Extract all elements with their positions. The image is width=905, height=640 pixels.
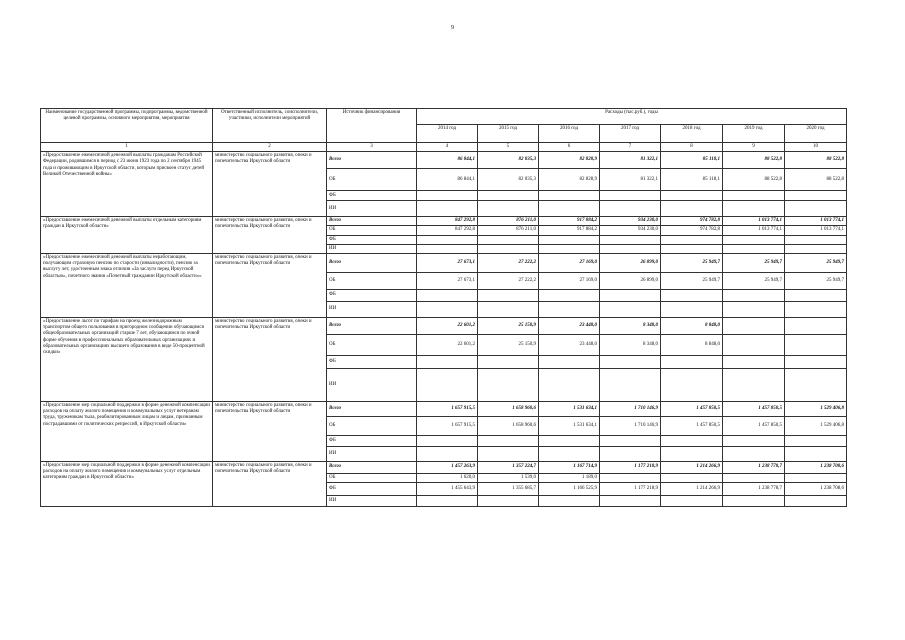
expense-value [539,235,600,244]
expense-value: 1 657 915,5 [417,417,478,436]
expense-value: 1 710 146,9 [600,402,661,417]
expense-value: 22 601,2 [417,318,478,335]
expense-value [661,447,723,462]
funding-source: ФБ [327,356,417,369]
expense-value: 1 189,0 [539,474,600,483]
expense-value: 23 448,0 [539,318,600,335]
expense-value: 88 522,8 [785,169,847,191]
expense-value: 82 828,9 [539,152,600,169]
expense-value [661,302,723,318]
table-row [41,402,847,417]
expense-value: 1 214 266,9 [661,462,723,474]
expense-value: 1 167 714,9 [539,462,600,474]
expense-value [417,191,478,201]
expense-value: 1 238 778,7 [723,483,785,496]
measure-executor: министерство социального развития, опеки и попечительства Иркутской области [213,402,327,462]
funding-source: ИИ [327,496,417,507]
expense-value [539,191,600,201]
expense-value [539,356,600,369]
expense-value: 934 230,0 [600,217,661,226]
expense-value: 1 658 960,6 [478,417,539,436]
measure-name: «Предоставление ежемесячной денежной выплаты отдельным категориям граждан в Иркутской области» [41,217,213,254]
expense-value: 1 457 850,5 [661,402,723,417]
expense-value [417,235,478,244]
table-row [41,462,847,474]
budget-table [40,108,847,507]
expense-value [417,369,478,402]
expense-value [723,290,785,302]
expense-value [661,369,723,402]
expense-value: 1 531 634,1 [539,402,600,417]
expense-value [785,447,847,462]
expense-value: 88 522,8 [723,152,785,169]
expense-value: 917 884,2 [539,217,600,226]
expense-value [600,235,661,244]
expense-value: 1 177 218,9 [600,462,661,474]
expense-value [661,201,723,217]
expense-value: 1 166 525,9 [539,483,600,496]
funding-source: Всего [327,217,417,226]
expense-value: 1 457 850,5 [661,417,723,436]
expense-value: 88 522,8 [723,169,785,191]
expense-value: 917 884,2 [539,226,600,235]
expense-value [661,244,723,253]
expense-value: 25 949,7 [661,254,723,273]
expense-value: 82 828,9 [539,169,600,191]
expense-value [539,302,600,318]
expense-value [723,235,785,244]
expense-value [478,436,539,447]
col-number: 10 [785,143,847,152]
funding-source: ИИ [327,244,417,253]
expense-value: 1 620,0 [417,474,478,483]
col-number: 1 [41,143,213,152]
expense-value: 85 118,1 [661,152,723,169]
expense-value: 1 455 643,9 [417,483,478,496]
expense-value: 1 214 266,9 [661,483,723,496]
expense-value [723,201,785,217]
expense-value: 25 150,9 [478,318,539,335]
expense-value [785,474,847,483]
expense-value [785,191,847,201]
expense-value [478,369,539,402]
measure-name: «Предоставление мер социальной поддержки в форме денежной компенсации расходов на оплату жилого помещения и коммунальных услуг ветеранам труда, труженикам тыла, реабилитированным лицам и лицам, признанным пострадавшими от политических репрессий, в Иркутской области» [41,402,213,462]
expense-value [723,244,785,253]
funding-source: ФБ [327,235,417,244]
expense-value [785,335,847,356]
expense-value [478,302,539,318]
expense-value: 1 238 708,6 [785,462,847,474]
expense-value: 1 529 406,8 [785,402,847,417]
expense-value [785,290,847,302]
expense-value: 1 238 778,7 [723,462,785,474]
funding-source: ИИ [327,302,417,318]
expense-value [600,447,661,462]
expense-value [539,290,600,302]
col-number: 4 [417,143,478,152]
expense-value: 27 169,0 [539,254,600,273]
expense-value [723,356,785,369]
expense-value: 8 848,0 [661,318,723,335]
expense-value [417,436,478,447]
expense-value: 974 782,8 [661,226,723,235]
expense-value: 27 673,1 [417,254,478,273]
expense-value [785,369,847,402]
funding-source: Всего [327,152,417,169]
funding-source: ИИ [327,201,417,217]
expense-value: 27 169,0 [539,273,600,290]
expense-value: 1 657 915,5 [417,402,478,417]
funding-source: Всего [327,462,417,474]
expense-value [785,302,847,318]
expense-value [600,191,661,201]
expense-value [539,201,600,217]
expense-value: 25 150,9 [478,335,539,356]
expense-value: 1 710 146,9 [600,417,661,436]
header-year: 2017 год [600,125,661,143]
expense-value [785,244,847,253]
table-row [41,152,847,169]
expense-value [417,201,478,217]
expense-value [661,474,723,483]
expense-value [539,244,600,253]
expense-value [600,201,661,217]
expense-value [417,496,478,507]
expense-value [723,318,785,335]
funding-source: ИИ [327,369,417,402]
header-col-executor: Ответственный исполнитель, соисполнители, участники, исполнители мероприятий [213,109,327,143]
expense-value: 847 292,8 [417,226,478,235]
funding-source: ОБ [327,226,417,235]
expense-value [600,369,661,402]
expense-value [785,436,847,447]
funding-source: ОБ [327,169,417,191]
expense-value: 86 844,1 [417,152,478,169]
header-year: 2018 год [661,125,723,143]
expense-value: 26 899,0 [600,254,661,273]
col-number: 3 [327,143,417,152]
funding-source: Всего [327,318,417,335]
expense-value: 25 949,7 [785,273,847,290]
expense-value [785,356,847,369]
funding-source: Всего [327,402,417,417]
expense-value [600,496,661,507]
expense-value [661,436,723,447]
table-row [41,318,847,335]
table-row [41,254,847,273]
expense-value [478,191,539,201]
measure-executor: министерство социального развития, опеки и попечительства Иркутской области [213,254,327,318]
funding-source: ОБ [327,335,417,356]
measure-name: «Предоставление мер социальной поддержки в форме денежной компенсации расходов на оплату жилого помещения и коммунальных услуг отдельным категориям граждан в Иркутской области» [41,462,213,507]
expense-value: 1 238 708,6 [785,483,847,496]
page-number: 9 [451,25,454,31]
expense-value: 1 177 218,9 [600,483,661,496]
expense-value [600,302,661,318]
expense-value: 8 848,0 [661,335,723,356]
expense-value [478,244,539,253]
expense-value [539,447,600,462]
funding-source: ИИ [327,447,417,462]
col-number: 7 [600,143,661,152]
measure-name: «Предоставление льгот по тарифам на проезд железнодорожным транспортом общего пользования в пригородном сообщении обучающимся общеобразовательных организаций старше 7 лет, обучающимся по очной форме обучения в профессиональных образовательных организациях и образовательных организациях высшего образования в виде 50-процентной скидки» [41,318,213,402]
measure-executor: министерство социального развития, опеки и попечительства Иркутской области [213,217,327,254]
funding-source: ОБ [327,417,417,436]
measure-name: «Предоставление ежемесячной денежной выплаты гражданам Российской Федерации, родившимся в период с 23 июня 1923 года по 2 сентября 1945 года и проживающим в Иркутской области, которым присвоен статус детей Великой Отечественной войны» [41,152,213,217]
funding-source: ФБ [327,436,417,447]
expense-value: 27 222,2 [478,273,539,290]
header-expenses: Расходы (тыс.руб.), годы [417,109,847,125]
funding-source: ОБ [327,474,417,483]
expense-value: 1 357 224,7 [478,462,539,474]
header-year: 2015 год [478,125,539,143]
funding-source: ФБ [327,191,417,201]
expense-value [723,436,785,447]
expense-value: 876 211,0 [478,226,539,235]
expense-value [600,474,661,483]
expense-value [417,447,478,462]
expense-value: 1 013 774,1 [723,217,785,226]
header-col-name: Наименование государственной программы, подпрограммы, ведомственной целевой программы, основного мероприятия, мероприятия [41,109,213,143]
expense-value: 86 844,1 [417,169,478,191]
expense-value [600,356,661,369]
expense-value [539,436,600,447]
expense-value: 1 457 850,5 [723,402,785,417]
expense-value: 8 348,0 [600,318,661,335]
header-year: 2020 год [785,125,847,143]
expense-value [478,290,539,302]
expense-value [539,369,600,402]
measure-name: «Предоставление ежемесячной денежной выплаты неработающим, получающим страховую пенсию по старости (инвалидности), пенсию за выслугу лет, удостоенным знака отличия «За заслуги перед Иркутской областью», почетного звания «Почетный гражданин Иркутской области»» [41,254,213,318]
expense-value: 1 658 960,6 [478,402,539,417]
expense-value: 1 355 685,7 [478,483,539,496]
expense-value: 88 522,8 [785,152,847,169]
expense-value: 1 457 850,5 [723,417,785,436]
expense-value: 23 448,0 [539,335,600,356]
table-row [41,217,847,226]
expense-value [417,244,478,253]
expense-value: 81 322,1 [600,152,661,169]
expense-value [600,436,661,447]
expense-value [723,496,785,507]
expense-value [723,474,785,483]
expense-value: 81 322,1 [600,169,661,191]
expense-value: 876 211,0 [478,217,539,226]
expense-value [478,235,539,244]
expense-value [661,191,723,201]
expense-value: 1 013 774,1 [785,226,847,235]
expense-value [417,290,478,302]
expense-value [785,235,847,244]
expense-value: 847 292,8 [417,217,478,226]
header-year: 2019 год [723,125,785,143]
expense-value [539,496,600,507]
expense-value [723,369,785,402]
expense-value [723,335,785,356]
expense-value: 25 949,7 [785,254,847,273]
expense-value: 25 949,7 [723,254,785,273]
expense-value [478,201,539,217]
expense-value [417,356,478,369]
expense-value [478,496,539,507]
expense-value [785,318,847,335]
funding-source: ФБ [327,483,417,496]
col-number: 6 [539,143,600,152]
expense-value [661,235,723,244]
expense-value: 1 013 774,1 [723,226,785,235]
expense-value: 25 949,7 [723,273,785,290]
col-number: 5 [478,143,539,152]
funding-source: Всего [327,254,417,273]
expense-value: 82 035,3 [478,169,539,191]
measure-executor: министерство социального развития, опеки и попечительства Иркутской области [213,462,327,507]
measure-executor: министерство социального развития, опеки и попечительства Иркутской области [213,318,327,402]
expense-value [785,496,847,507]
expense-value [600,244,661,253]
expense-value: 26 899,0 [600,273,661,290]
expense-value: 27 222,2 [478,254,539,273]
expense-value: 85 118,1 [661,169,723,191]
expense-value: 1 457 263,9 [417,462,478,474]
funding-source: ОБ [327,273,417,290]
expense-value: 934 230,0 [600,226,661,235]
expense-value [723,302,785,318]
expense-value: 1 529 406,8 [785,417,847,436]
expense-value [661,290,723,302]
expense-value: 22 601,2 [417,335,478,356]
expense-value: 27 673,1 [417,273,478,290]
expense-value: 1 013 774,1 [785,217,847,226]
expense-value [661,356,723,369]
expense-value: 82 035,3 [478,152,539,169]
col-number: 9 [723,143,785,152]
expense-value [723,447,785,462]
expense-value: 8 348,0 [600,335,661,356]
measure-executor: министерство социального развития, опеки и попечительства Иркутской области [213,152,327,217]
expense-value [723,191,785,201]
expense-value: 1 531 634,1 [539,417,600,436]
header-year: 2014 год [417,125,478,143]
expense-value: 974 782,8 [661,217,723,226]
col-number: 2 [213,143,327,152]
expense-value [478,447,539,462]
header-col-source: Источник финансирования [327,109,417,143]
expense-value [600,290,661,302]
expense-value [661,496,723,507]
col-number: 8 [661,143,723,152]
expense-value: 1 539,0 [478,474,539,483]
expense-value: 25 949,7 [661,273,723,290]
expense-value [417,302,478,318]
header-year: 2016 год [539,125,600,143]
funding-source: ФБ [327,290,417,302]
expense-value [478,356,539,369]
expense-value [785,201,847,217]
